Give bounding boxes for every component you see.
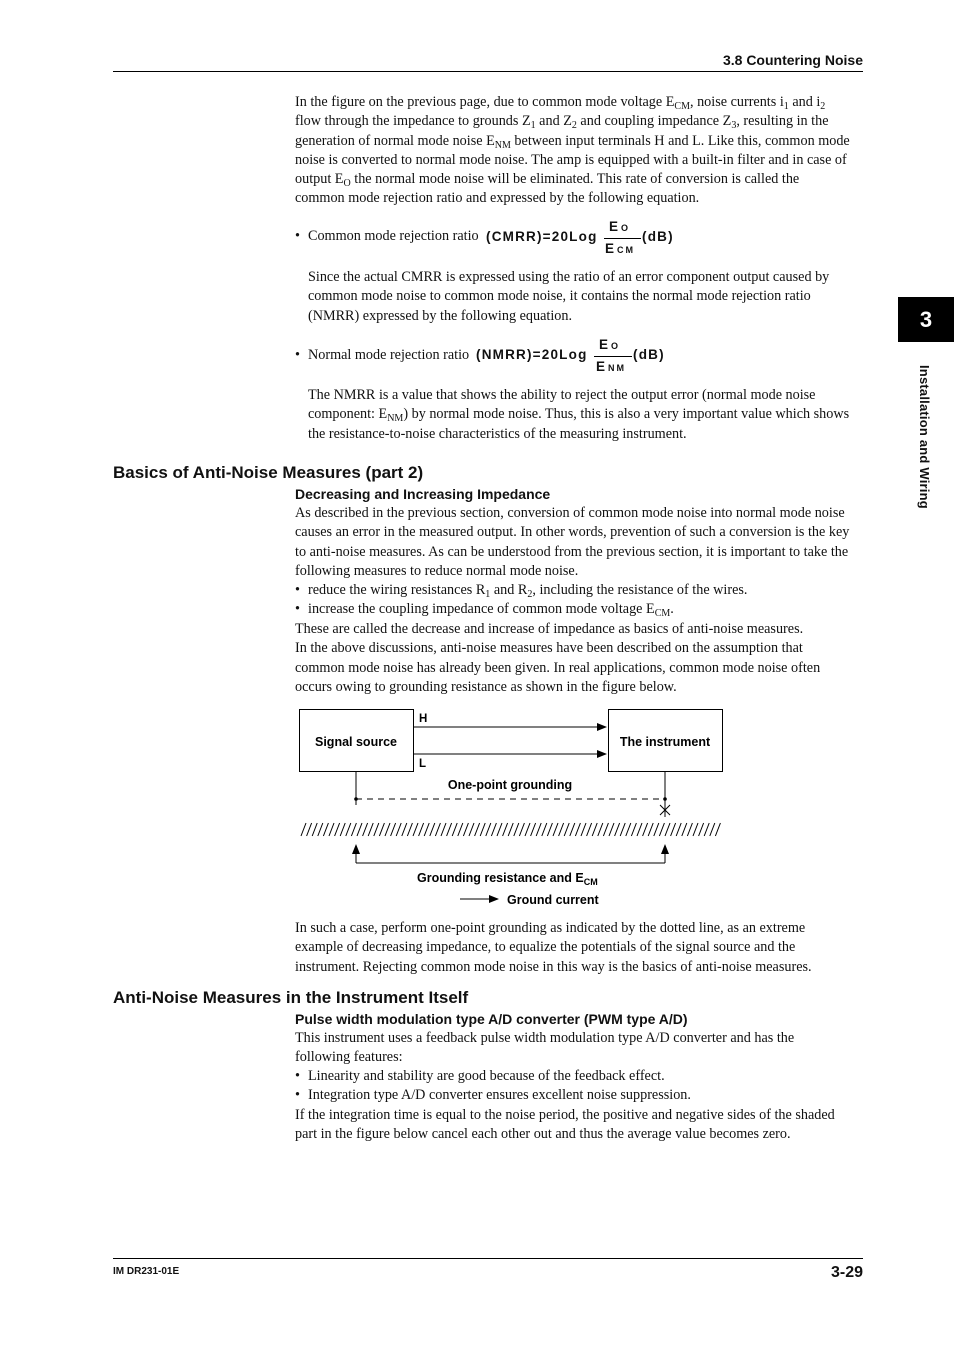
- earth-hatching: [301, 823, 720, 836]
- footer-rule: [113, 1258, 863, 1259]
- hatch-stroke: [525, 823, 530, 836]
- paragraph-line: following features:: [295, 1049, 403, 1066]
- manual-id: IM DR231-01E: [113, 1266, 180, 1277]
- cmrr-numerator: E O: [609, 219, 631, 234]
- hatch-stroke: [514, 823, 519, 836]
- cmrr-formula-suffix: (dB): [642, 229, 674, 244]
- hatch-stroke: [307, 823, 312, 836]
- nmrr-formula-suffix: (dB): [633, 347, 665, 362]
- cmrr-label: Common mode rejection ratio: [308, 228, 479, 244]
- hatch-stroke: [391, 823, 396, 836]
- section1-paragraph3: [295, 919, 865, 977]
- hatch-stroke: [323, 823, 328, 836]
- hatch-stroke: [441, 823, 446, 836]
- hatch-stroke: [693, 823, 698, 836]
- nmrr-explanation: [308, 386, 864, 444]
- nmrr-explanation-line: component: $E_{NM}$) by normal mode noise. Thus, this is also a very important value which shows: [308, 406, 850, 425]
- cmrr-bullet: [295, 227, 479, 246]
- nmrr-denominator: ENM: [596, 359, 627, 374]
- intro-line: flow through the impedance to grounds $Z_1$ and $Z_2$ and coupling impedance $Z_3$, resulting in the: [295, 113, 829, 132]
- grounding-diagram: [295, 705, 735, 915]
- section1-paragraph2: [295, 620, 865, 697]
- hatch-stroke: [435, 823, 440, 836]
- hatch-stroke: [564, 823, 569, 836]
- paragraph-line: example of decreasing impedance, to equalize the potentials of the signal source and the: [295, 939, 796, 956]
- hatch-stroke: [312, 823, 317, 836]
- paragraph-line: occurs owing to grounding resistance as shown in the figure below.: [295, 678, 677, 695]
- terminal-h-label: H: [419, 713, 428, 725]
- hatch-stroke: [704, 823, 709, 836]
- hatch-stroke: [553, 823, 558, 836]
- hatch-stroke: [301, 823, 306, 836]
- nmrr-explanation-line: The NMRR is a value that shows the ability to reject the output error (normal mode noise: [308, 387, 816, 403]
- running-header: 3.8 Countering Noise: [722, 52, 863, 68]
- hatch-stroke: [547, 823, 552, 836]
- hatch-stroke: [715, 823, 720, 836]
- subheading-pwm: Pulse width modulation type A/D converter (PWM type A/D): [295, 1011, 688, 1027]
- section2-bullet-list: [295, 1067, 865, 1106]
- hatch-stroke: [413, 823, 418, 836]
- hatch-stroke: [581, 823, 586, 836]
- nmrr-formula-prefix: (NMRR)=20Log: [476, 347, 588, 362]
- instrument-label: The instrument: [619, 735, 711, 749]
- nmrr-numerator: E O: [599, 337, 621, 352]
- hatch-stroke: [340, 823, 345, 836]
- hatch-stroke: [536, 823, 541, 836]
- section1-paragraph1: [295, 504, 865, 581]
- hatch-stroke: [654, 823, 659, 836]
- hatch-stroke: [575, 823, 580, 836]
- hatch-stroke: [385, 823, 390, 836]
- paragraph-line: In the above discussions, anti-noise measures have been described on the assumption that: [295, 640, 803, 657]
- hatch-stroke: [609, 823, 614, 836]
- hatch-stroke: [542, 823, 547, 836]
- hatch-stroke: [598, 823, 603, 836]
- hatch-stroke: [491, 823, 496, 836]
- hatch-stroke: [676, 823, 681, 836]
- paragraph-line: If the integration time is equal to the noise period, the positive and negative sides of the shaded: [295, 1107, 835, 1123]
- hatch-stroke: [659, 823, 664, 836]
- hatch-stroke: [570, 823, 575, 836]
- hatch-stroke: [486, 823, 491, 836]
- paragraph-line: This instrument uses a feedback pulse width modulation type A/D converter and has the: [295, 1030, 795, 1046]
- nmrr-explanation-line: the resistance-to-noise characteristics of the measuring instrument.: [308, 425, 687, 442]
- paragraph-line: These are called the decrease and increase of impedance as basics of anti-noise measures.: [295, 621, 804, 637]
- hatch-stroke: [329, 823, 334, 836]
- hatch-stroke: [346, 823, 351, 836]
- hatch-stroke: [637, 823, 642, 836]
- hatch-stroke: [463, 823, 468, 836]
- hatch-stroke: [407, 823, 412, 836]
- hatch-stroke: [519, 823, 524, 836]
- list-item: • Integration type A/D converter ensures excellent noise suppression.: [295, 1087, 691, 1104]
- section-heading-basics: Basics of Anti-Noise Measures (part 2): [113, 463, 424, 482]
- header-rule: [113, 71, 863, 72]
- hatch-stroke: [379, 823, 384, 836]
- section2-paragraph1: [295, 1029, 865, 1068]
- nmrr-label: Normal mode rejection ratio: [308, 347, 470, 363]
- hatch-stroke: [368, 823, 373, 836]
- paragraph-line: to anti-noise measures. As can be understood from the previous section, it is important to take the: [295, 543, 849, 560]
- paragraph-line: instrument. Rejecting common mode noise in this way is the basics of anti-noise measures.: [295, 958, 812, 975]
- hatch-stroke: [374, 823, 379, 836]
- source-return-arrow: [352, 844, 360, 854]
- hatch-stroke: [671, 823, 676, 836]
- hatch-stroke: [318, 823, 323, 836]
- hatch-stroke: [475, 823, 480, 836]
- hatch-stroke: [592, 823, 597, 836]
- hatch-stroke: [626, 823, 631, 836]
- cmrr-denominator: ECM: [605, 241, 636, 256]
- hatch-stroke: [430, 823, 435, 836]
- nmrr-fraction-bar: [594, 356, 632, 357]
- cmrr-explanation-line: (NMRR) expressed by the following equation.: [308, 307, 572, 324]
- hatch-stroke: [508, 823, 513, 836]
- hatch-stroke: [559, 823, 564, 836]
- paragraph-line: In such a case, perform one-point grounding as indicated by the dotted line, as an extreme: [295, 920, 806, 936]
- hatch-stroke: [447, 823, 452, 836]
- hatch-stroke: [335, 823, 340, 836]
- page-number: 3-29: [830, 1264, 863, 1281]
- paragraph-line: common mode noise has already been given. In real applications, common mode noise often: [295, 659, 821, 676]
- cmrr-fraction-bar: [604, 238, 641, 239]
- cmrr-explanation-line: Since the actual CMRR is expressed using the ratio of an error component output caused by: [308, 269, 830, 285]
- hatch-stroke: [710, 823, 715, 836]
- list-item: • reduce the wiring resistances $R_1$ and $R_2$, including the resistance of the wires.: [295, 582, 748, 600]
- intro-line: In the figure on the previous page, due to common mode voltage $E_{CM}$, noise currents $i_1$ and $i_2$: [295, 94, 826, 112]
- one-point-grounding-label: One-point grounding: [447, 778, 573, 792]
- nmrr-bullet: [295, 346, 469, 365]
- hatch-stroke: [603, 823, 608, 836]
- cmrr-explanation-line: common mode noise to common mode noise, it contains the normal mode rejection ratio: [308, 288, 811, 305]
- ground-current-label: Ground current: [507, 893, 599, 907]
- subheading-impedance: Decreasing and Increasing Impedance: [295, 486, 551, 502]
- hatch-stroke: [480, 823, 485, 836]
- chapter-side-label: Installation and Wiring: [917, 365, 932, 509]
- hatch-stroke: [687, 823, 692, 836]
- list-item: • increase the coupling impedance of common mode voltage $E_{CM}$.: [295, 601, 674, 620]
- section1-bullet-list: [295, 581, 865, 620]
- signal-source-label: Signal source: [315, 735, 397, 749]
- hatch-stroke: [469, 823, 474, 836]
- hatch-stroke: [631, 823, 636, 836]
- hatch-stroke: [351, 823, 356, 836]
- hatch-stroke: [531, 823, 536, 836]
- bullet-dot: •: [295, 347, 300, 363]
- hatch-stroke: [497, 823, 502, 836]
- paragraph-line: As described in the previous section, conversion of common mode noise into normal mode noise: [295, 505, 845, 521]
- hatch-stroke: [665, 823, 670, 836]
- hatch-stroke: [363, 823, 368, 836]
- list-item: • Linearity and stability are good because of the feedback effect.: [295, 1068, 665, 1084]
- grounding-resistance-label: Grounding resistance and $E_{CM}$: [417, 871, 598, 887]
- intro-paragraph: [295, 93, 865, 209]
- hatch-stroke: [682, 823, 687, 836]
- hatch-stroke: [643, 823, 648, 836]
- hatch-stroke: [503, 823, 508, 836]
- intro-line: common mode rejection ratio and expressed by the following equation.: [295, 190, 700, 207]
- chapter-tab: 3: [898, 297, 954, 342]
- cmrr-formula-prefix: (CMRR)=20Log: [486, 229, 598, 244]
- hatch-stroke: [357, 823, 362, 836]
- intro-line: generation of normal mode noise $E_{NM}$ between input terminals H and L. Like this, common mode: [295, 132, 850, 151]
- hatch-stroke: [458, 823, 463, 836]
- section-heading-instrument: Anti-Noise Measures in the Instrument Itself: [113, 988, 469, 1007]
- hatch-stroke: [615, 823, 620, 836]
- instrument-return-arrow: [661, 844, 669, 854]
- hatch-stroke: [424, 823, 429, 836]
- intro-line: output $E_O$ the normal mode noise will be eliminated. This rate of conversion is called the: [295, 171, 800, 190]
- hatch-stroke: [402, 823, 407, 836]
- hatch-stroke: [452, 823, 457, 836]
- section2-paragraph2: [295, 1106, 865, 1145]
- terminal-l-label: L: [419, 758, 427, 770]
- paragraph-line: part in the figure below cancel each other out and thus the average value becomes zero.: [295, 1126, 791, 1143]
- paragraph-line: following measures to reduce normal mode noise.: [295, 562, 579, 579]
- hatch-stroke: [620, 823, 625, 836]
- cmrr-explanation: [308, 268, 864, 326]
- intro-line: noise is converted to normal mode noise. The amp is equipped with a built-in filter and in case of: [295, 151, 847, 168]
- hatch-stroke: [419, 823, 424, 836]
- hatch-stroke: [396, 823, 401, 836]
- hatch-stroke: [587, 823, 592, 836]
- hatch-stroke: [699, 823, 704, 836]
- paragraph-line: causes an error in the measured output. In other words, prevention of such a conversion is the key: [295, 524, 850, 541]
- bullet-dot: •: [295, 228, 300, 244]
- hatch-stroke: [648, 823, 653, 836]
